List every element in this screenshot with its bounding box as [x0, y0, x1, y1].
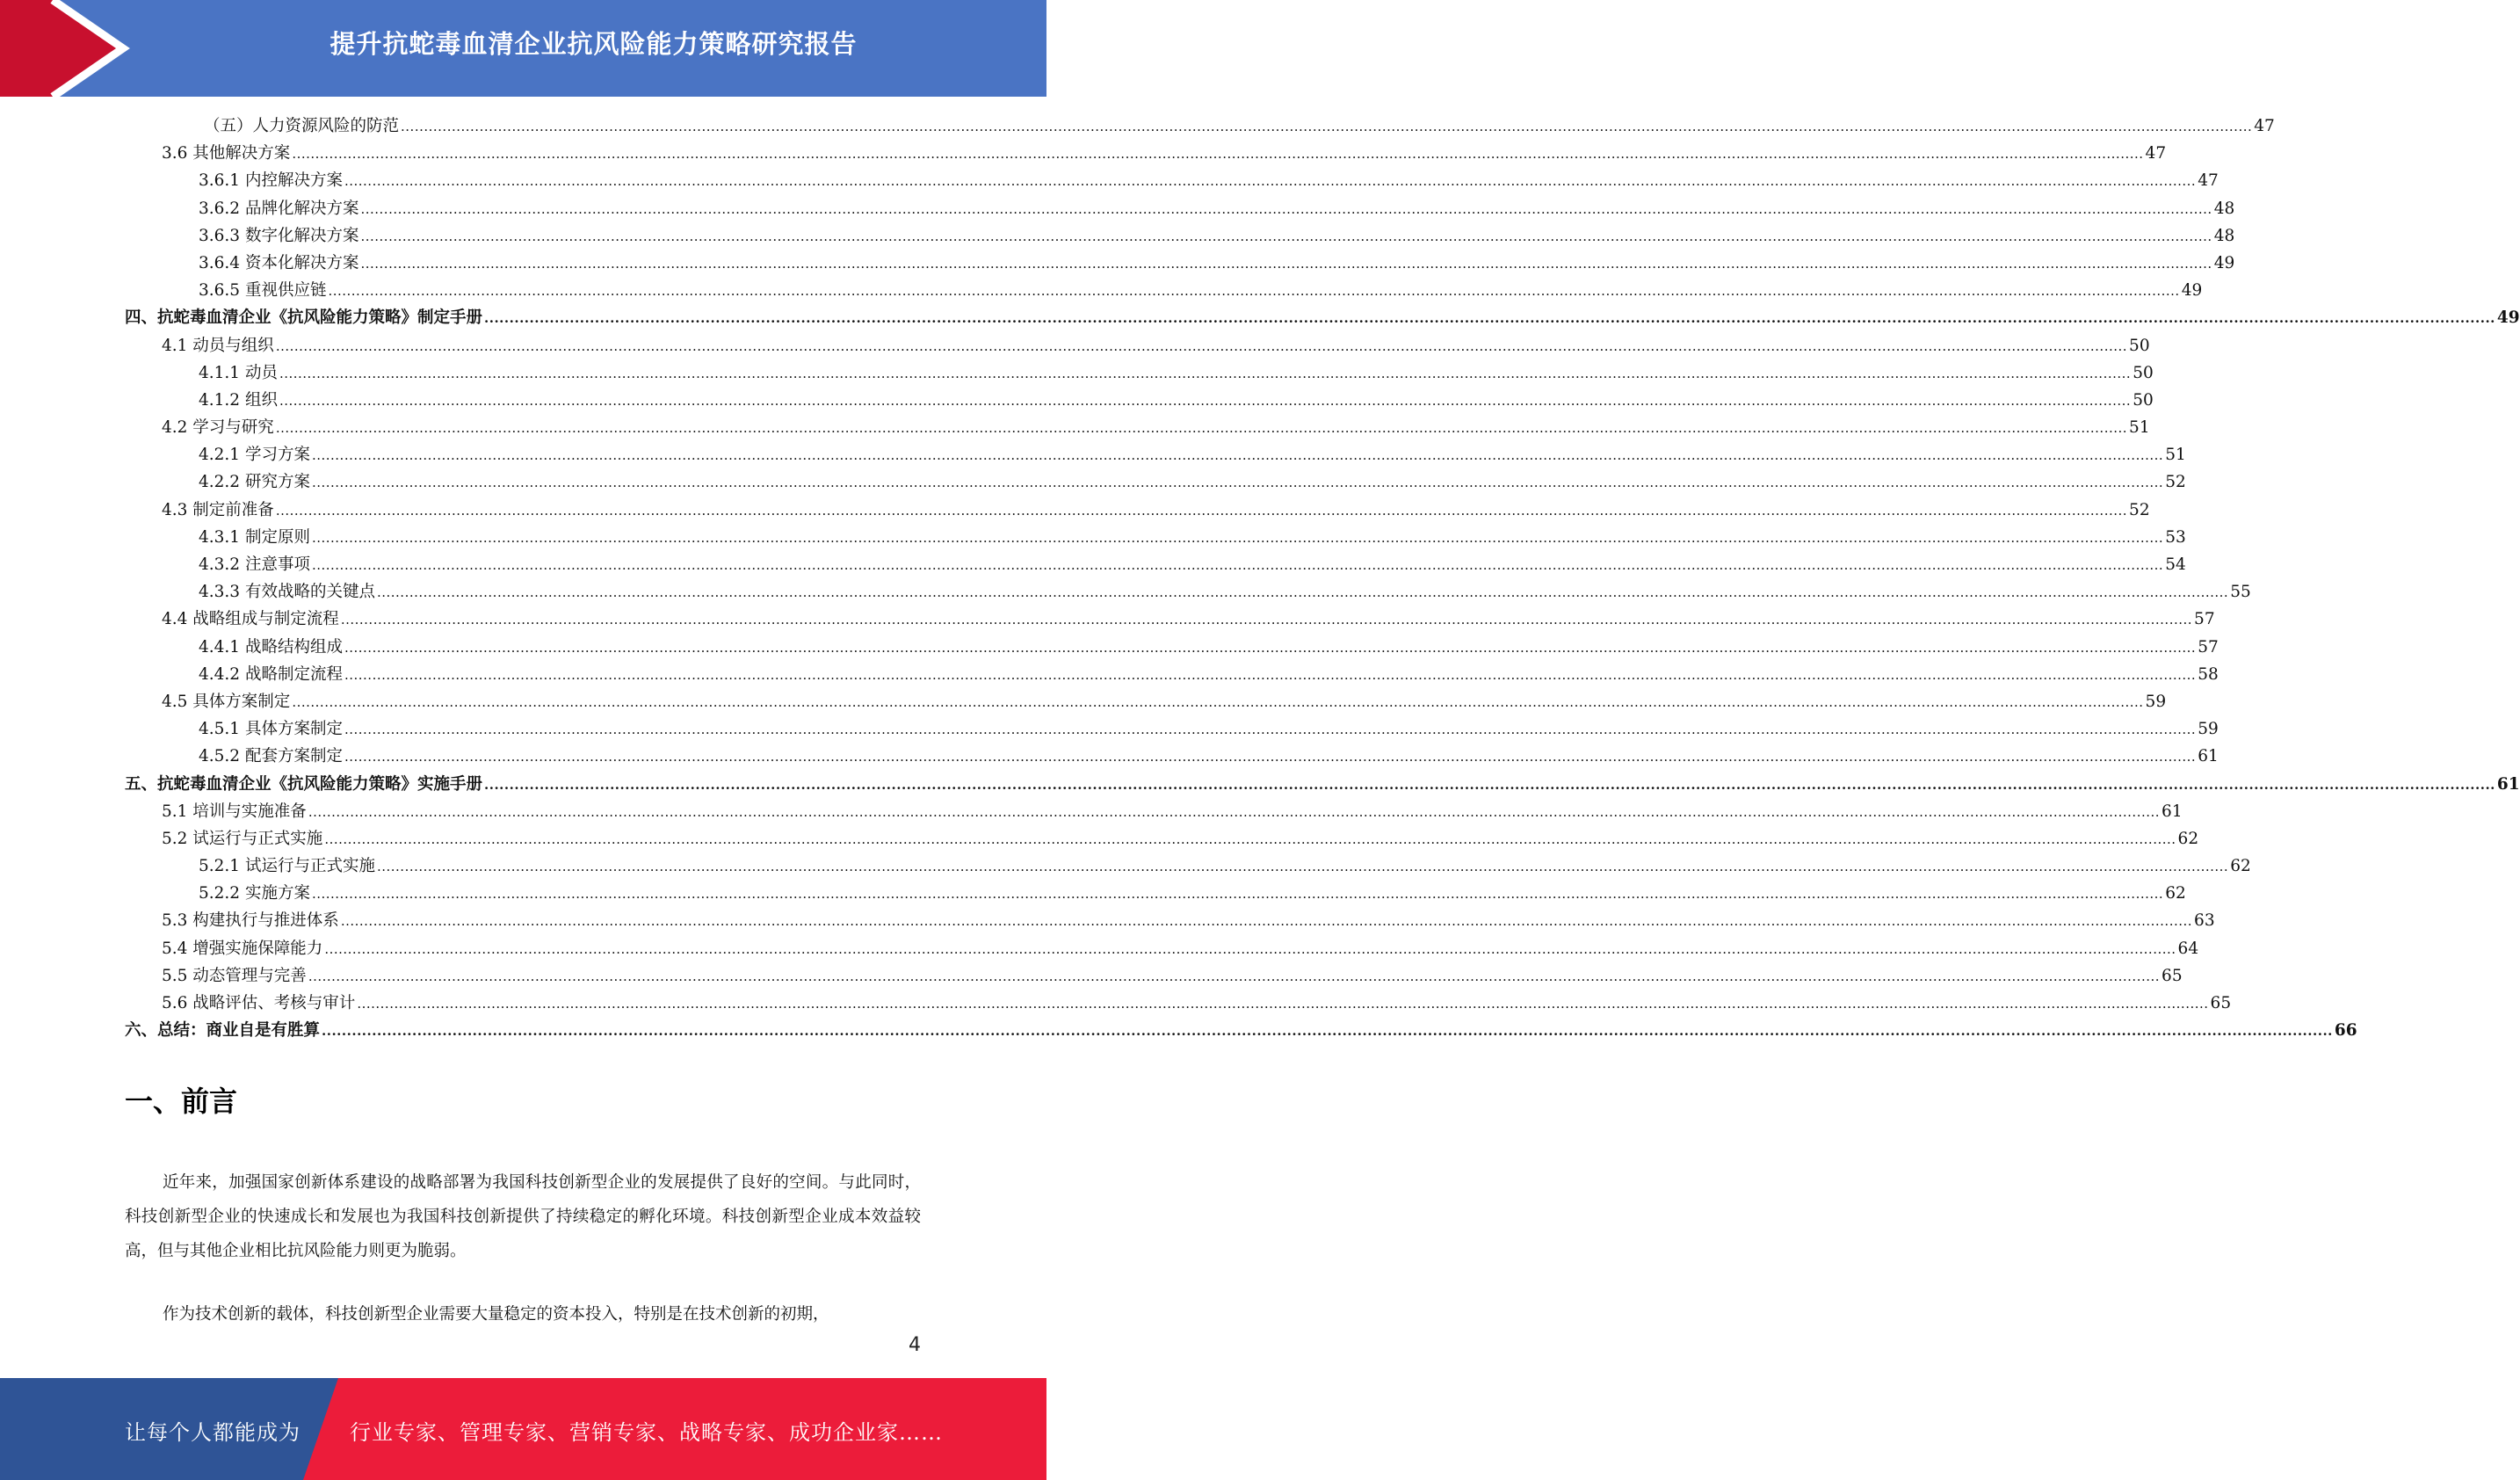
toc-entry-label: 4.1.2 组织 — [199, 390, 278, 410]
section-heading: 一、前言 — [125, 1085, 238, 1118]
toc-entry[interactable] — [125, 771, 2520, 798]
toc-entry-label: 4.5.2 配套方案制定 — [199, 747, 343, 766]
toc-entry-page: 58 — [2198, 664, 2219, 684]
toc-entry-page: 66 — [2334, 1021, 2357, 1041]
toc-entry-label: 5.4 增强实施保障能力 — [162, 939, 323, 958]
toc-leader-dots: ................................................................................................................................................................................................................................................................................................................................................................................................................ — [275, 337, 2128, 354]
toc-entry[interactable] — [125, 578, 2251, 606]
toc-entry-label: 5.1 培训与实施准备 — [162, 802, 307, 821]
toc-entry-page: 48 — [2213, 199, 2235, 218]
toc-entry-label: 4.1.1 动员 — [199, 363, 278, 382]
toc-entry-page: 65 — [2162, 966, 2183, 985]
toc-entry[interactable] — [125, 825, 2199, 852]
footer-slogan-left: 让每个人都能成为 — [125, 1420, 301, 1445]
toc-entry-label: 4.4.1 战略结构组成 — [199, 637, 343, 657]
toc-entry[interactable] — [125, 277, 2203, 304]
toc-entry[interactable] — [125, 468, 2186, 496]
toc-leader-dots: ................................................................................................................................................................................................................................................................................................................................................................................................................ — [340, 913, 2193, 930]
toc-entry-label: 3.6.4 资本化解决方案 — [199, 253, 359, 272]
toc-entry[interactable] — [125, 551, 2186, 578]
toc-entry-label: 5.5 动态管理与完善 — [162, 966, 307, 985]
toc-leader-dots: ................................................................................................................................................................................................................................................................................................................................................................................................................ — [340, 612, 2193, 628]
toc-entry-label: 5.3 构建执行与推进体系 — [162, 911, 339, 931]
toc-leader-dots: ................................................................................................................................................................................................................................................................................................................................................................................................................ — [311, 557, 2164, 573]
toc-leader-dots: ................................................................................................................................................................................................................................................................................................................................................................................................................ — [324, 940, 2176, 957]
toc-entry-page: 57 — [2198, 637, 2219, 657]
toc-entry-label: 四、抗蛇毒血清企业《抗风险能力策略》制定手册 — [125, 308, 483, 328]
toc-entry-page: 50 — [2133, 390, 2154, 410]
toc-leader-dots: ................................................................................................................................................................................................................................................................................................................................................................................................................ — [275, 502, 2128, 519]
toc-leader-dots: ................................................................................................................................................................................................................................................................................................................................................................................................................ — [311, 447, 2164, 464]
toc-entry[interactable] — [125, 250, 2235, 277]
toc-entry[interactable] — [125, 798, 2183, 825]
toc-entry-page: 64 — [2177, 939, 2199, 958]
toc-entry[interactable] — [125, 167, 2219, 194]
toc-leader-dots: ................................................................................................................................................................................................................................................................................................................................................................................................................ — [322, 1023, 2333, 1040]
toc-entry-label: 五、抗蛇毒血清企业《抗风险能力策略》实施手册 — [125, 774, 483, 794]
toc-entry[interactable] — [125, 634, 2219, 661]
toc-entry-label: 4.3 制定前准备 — [162, 500, 274, 519]
toc-entry-page: 47 — [2198, 171, 2219, 191]
header-banner — [0, 0, 1046, 97]
toc-leader-dots: ................................................................................................................................................................................................................................................................................................................................................................................................................ — [376, 859, 2229, 875]
toc-leader-dots: ................................................................................................................................................................................................................................................................................................................................................................................................................ — [308, 803, 2161, 820]
toc-entry-label: 4.4.2 战略制定流程 — [199, 664, 343, 684]
toc-entry-page: 63 — [2194, 911, 2215, 931]
toc-entry[interactable] — [125, 222, 2235, 250]
toc-entry-label: 4.5.1 具体方案制定 — [199, 720, 343, 739]
toc-entry-page: 51 — [2165, 446, 2186, 465]
toc-entry-label: 5.2.1 试运行与正式实施 — [199, 857, 375, 876]
toc-leader-dots: ................................................................................................................................................................................................................................................................................................................................................................................................................ — [484, 310, 2495, 327]
toc-entry[interactable] — [125, 497, 2150, 524]
toc-leader-dots: ................................................................................................................................................................................................................................................................................................................................................................................................................ — [279, 392, 2132, 409]
toc-leader-dots: ................................................................................................................................................................................................................................................................................................................................................................................................................ — [360, 228, 2212, 244]
toc-leader-dots: ................................................................................................................................................................................................................................................................................................................................................................................................................ — [279, 365, 2132, 381]
toc-entry-page: 62 — [2177, 829, 2199, 848]
toc-leader-dots: ................................................................................................................................................................................................................................................................................................................................................................................................................ — [311, 886, 2164, 903]
toc-entry-label: 4.2 学习与研究 — [162, 418, 274, 438]
toc-entry[interactable] — [125, 962, 2183, 990]
toc-entry-page: 59 — [2145, 692, 2167, 711]
footer-band — [0, 1378, 1046, 1480]
toc-leader-dots: ................................................................................................................................................................................................................................................................................................................................................................................................................ — [376, 584, 2229, 601]
toc-entry[interactable] — [125, 195, 2235, 222]
toc-entry-page: 47 — [2254, 117, 2275, 135]
toc-entry-label: 4.2.2 研究方案 — [199, 473, 310, 492]
toc-entry-label: 3.6 其他解决方案 — [162, 144, 291, 163]
toc-entry[interactable] — [125, 112, 2275, 140]
toc-entry-page: 52 — [2165, 473, 2186, 492]
report-title: 提升抗蛇毒血清企业抗风险能力策略研究报告 — [329, 29, 858, 59]
toc-entry-label: （五）人力资源风险的防范 — [204, 117, 400, 135]
toc-leader-dots: ................................................................................................................................................................................................................................................................................................................................................................................................................ — [357, 996, 2209, 1012]
toc-entry-page: 61 — [2198, 747, 2219, 766]
toc-leader-dots: ................................................................................................................................................................................................................................................................................................................................................................................................................ — [344, 639, 2197, 656]
toc-leader-dots: ................................................................................................................................................................................................................................................................................................................................................................................................................ — [360, 200, 2212, 217]
toc-entry-page: 52 — [2129, 500, 2150, 519]
toc-entry-page: 50 — [2129, 336, 2150, 355]
toc-entry-page: 48 — [2213, 226, 2235, 245]
toc-entry[interactable] — [125, 606, 2215, 633]
toc-entry-label: 4.4 战略组成与制定流程 — [162, 610, 339, 629]
toc-entry-page: 62 — [2230, 857, 2251, 876]
toc-entry-label: 5.2 试运行与正式实施 — [162, 829, 323, 848]
toc-entry-page: 51 — [2129, 418, 2150, 438]
toc-entry-page: 47 — [2145, 144, 2167, 163]
toc-entry-page: 57 — [2194, 610, 2215, 629]
toc-entry-label: 六、总结：商业自是有胜算 — [125, 1021, 321, 1041]
toc-entry-label: 4.3.1 制定原则 — [199, 527, 310, 547]
toc-leader-dots: ................................................................................................................................................................................................................................................................................................................................................................................................................ — [311, 475, 2164, 491]
toc-entry[interactable] — [125, 880, 2186, 907]
toc-leader-dots: ................................................................................................................................................................................................................................................................................................................................................................................................................ — [324, 831, 2176, 847]
toc-leader-dots: ................................................................................................................................................................................................................................................................................................................................................................................................................ — [308, 968, 2161, 984]
toc-leader-dots: ................................................................................................................................................................................................................................................................................................................................................................................................................ — [292, 693, 2144, 710]
toc-entry-page: 50 — [2133, 363, 2154, 382]
toc-leader-dots: ................................................................................................................................................................................................................................................................................................................................................................................................................ — [344, 173, 2197, 190]
toc-entry[interactable] — [125, 907, 2215, 934]
toc-entry[interactable] — [125, 387, 2154, 414]
toc-entry-label: 5.2.2 实施方案 — [199, 884, 310, 903]
toc-entry-label: 4.3.3 有效战略的关键点 — [199, 583, 375, 602]
toc-leader-dots: ................................................................................................................................................................................................................................................................................................................................................................................................................ — [311, 529, 2164, 546]
table-of-contents — [125, 112, 2520, 1044]
paragraph: 近年来，加强国家创新体系建设的战略部署为我国科技创新型企业的发展提供了良好的空间。与此同时，科技创新型企业的快速成长和发展也为我国科技创新提供了持续稳定的孵化环境。科技创新型企业成本效益较高，但与其他企业相比抗风险能力则更为脆弱。 — [125, 1173, 921, 1260]
toc-entry[interactable] — [125, 990, 2232, 1017]
toc-entry-page: 61 — [2162, 802, 2183, 821]
toc-entry-label: 3.6.3 数字化解决方案 — [199, 226, 359, 245]
toc-entry-label: 4.5 具体方案制定 — [162, 692, 291, 711]
toc-entry-page: 61 — [2496, 774, 2520, 794]
toc-entry-label: 4.2.1 学习方案 — [199, 446, 310, 465]
toc-leader-dots: ................................................................................................................................................................................................................................................................................................................................................................................................................ — [328, 283, 2180, 300]
toc-entry-label: 4.3.2 注意事项 — [199, 555, 310, 574]
toc-entry[interactable] — [125, 140, 2167, 167]
toc-entry-label: 3.6.2 品牌化解决方案 — [199, 199, 359, 218]
toc-entry-label: 5.6 战略评估、考核与审计 — [162, 994, 356, 1012]
toc-entry-page: 49 — [2213, 253, 2235, 272]
chevron-decoration — [0, 0, 141, 97]
paragraph: 作为技术创新的载体，科技创新型企业需要大量稳定的资本投入，特别是在技术创新的初期， — [163, 1305, 829, 1324]
toc-entry[interactable] — [125, 414, 2150, 441]
toc-entry-page: 49 — [2181, 281, 2203, 301]
toc-entry[interactable] — [125, 688, 2167, 715]
toc-entry[interactable] — [125, 935, 2199, 962]
toc-leader-dots: ................................................................................................................................................................................................................................................................................................................................................................................................................ — [292, 146, 2144, 163]
toc-entry[interactable] — [125, 332, 2150, 359]
toc-leader-dots: ................................................................................................................................................................................................................................................................................................................................................................................................................ — [344, 722, 2197, 738]
toc-entry-page: 62 — [2165, 884, 2186, 903]
page-number: 4 — [909, 1334, 921, 1356]
toc-entry[interactable] — [125, 852, 2251, 880]
footer-slogan-right: 行业专家、管理专家、营销专家、战略专家、成功企业家…… — [350, 1420, 943, 1445]
toc-entry-page: 55 — [2230, 583, 2251, 602]
toc-leader-dots: ................................................................................................................................................................................................................................................................................................................................................................................................................ — [275, 420, 2128, 437]
toc-leader-dots: ................................................................................................................................................................................................................................................................................................................................................................................................................ — [484, 776, 2495, 793]
toc-leader-dots: ................................................................................................................................................................................................................................................................................................................................................................................................................ — [401, 119, 2253, 134]
toc-leader-dots: ................................................................................................................................................................................................................................................................................................................................................................................................................ — [344, 666, 2197, 683]
toc-entry-page: 49 — [2496, 308, 2520, 328]
toc-entry[interactable] — [125, 715, 2219, 743]
toc-entry[interactable] — [125, 1017, 2357, 1044]
toc-entry-page: 54 — [2165, 555, 2186, 574]
toc-entry-label: 3.6.5 重视供应链 — [199, 281, 327, 301]
toc-entry-label: 4.1 动员与组织 — [162, 336, 274, 355]
toc-entry[interactable] — [125, 304, 2520, 331]
toc-entry[interactable] — [125, 743, 2219, 770]
toc-entry[interactable] — [125, 359, 2154, 387]
toc-leader-dots: ................................................................................................................................................................................................................................................................................................................................................................................................................ — [344, 749, 2197, 765]
toc-entry[interactable] — [125, 441, 2186, 468]
toc-entry[interactable] — [125, 524, 2186, 551]
toc-leader-dots: ................................................................................................................................................................................................................................................................................................................................................................................................................ — [360, 255, 2212, 272]
toc-entry-page: 65 — [2210, 994, 2232, 1012]
toc-entry[interactable] — [125, 661, 2219, 688]
toc-entry-page: 59 — [2198, 720, 2219, 739]
toc-entry-page: 53 — [2165, 527, 2186, 547]
toc-entry-label: 3.6.1 内控解决方案 — [199, 171, 343, 191]
